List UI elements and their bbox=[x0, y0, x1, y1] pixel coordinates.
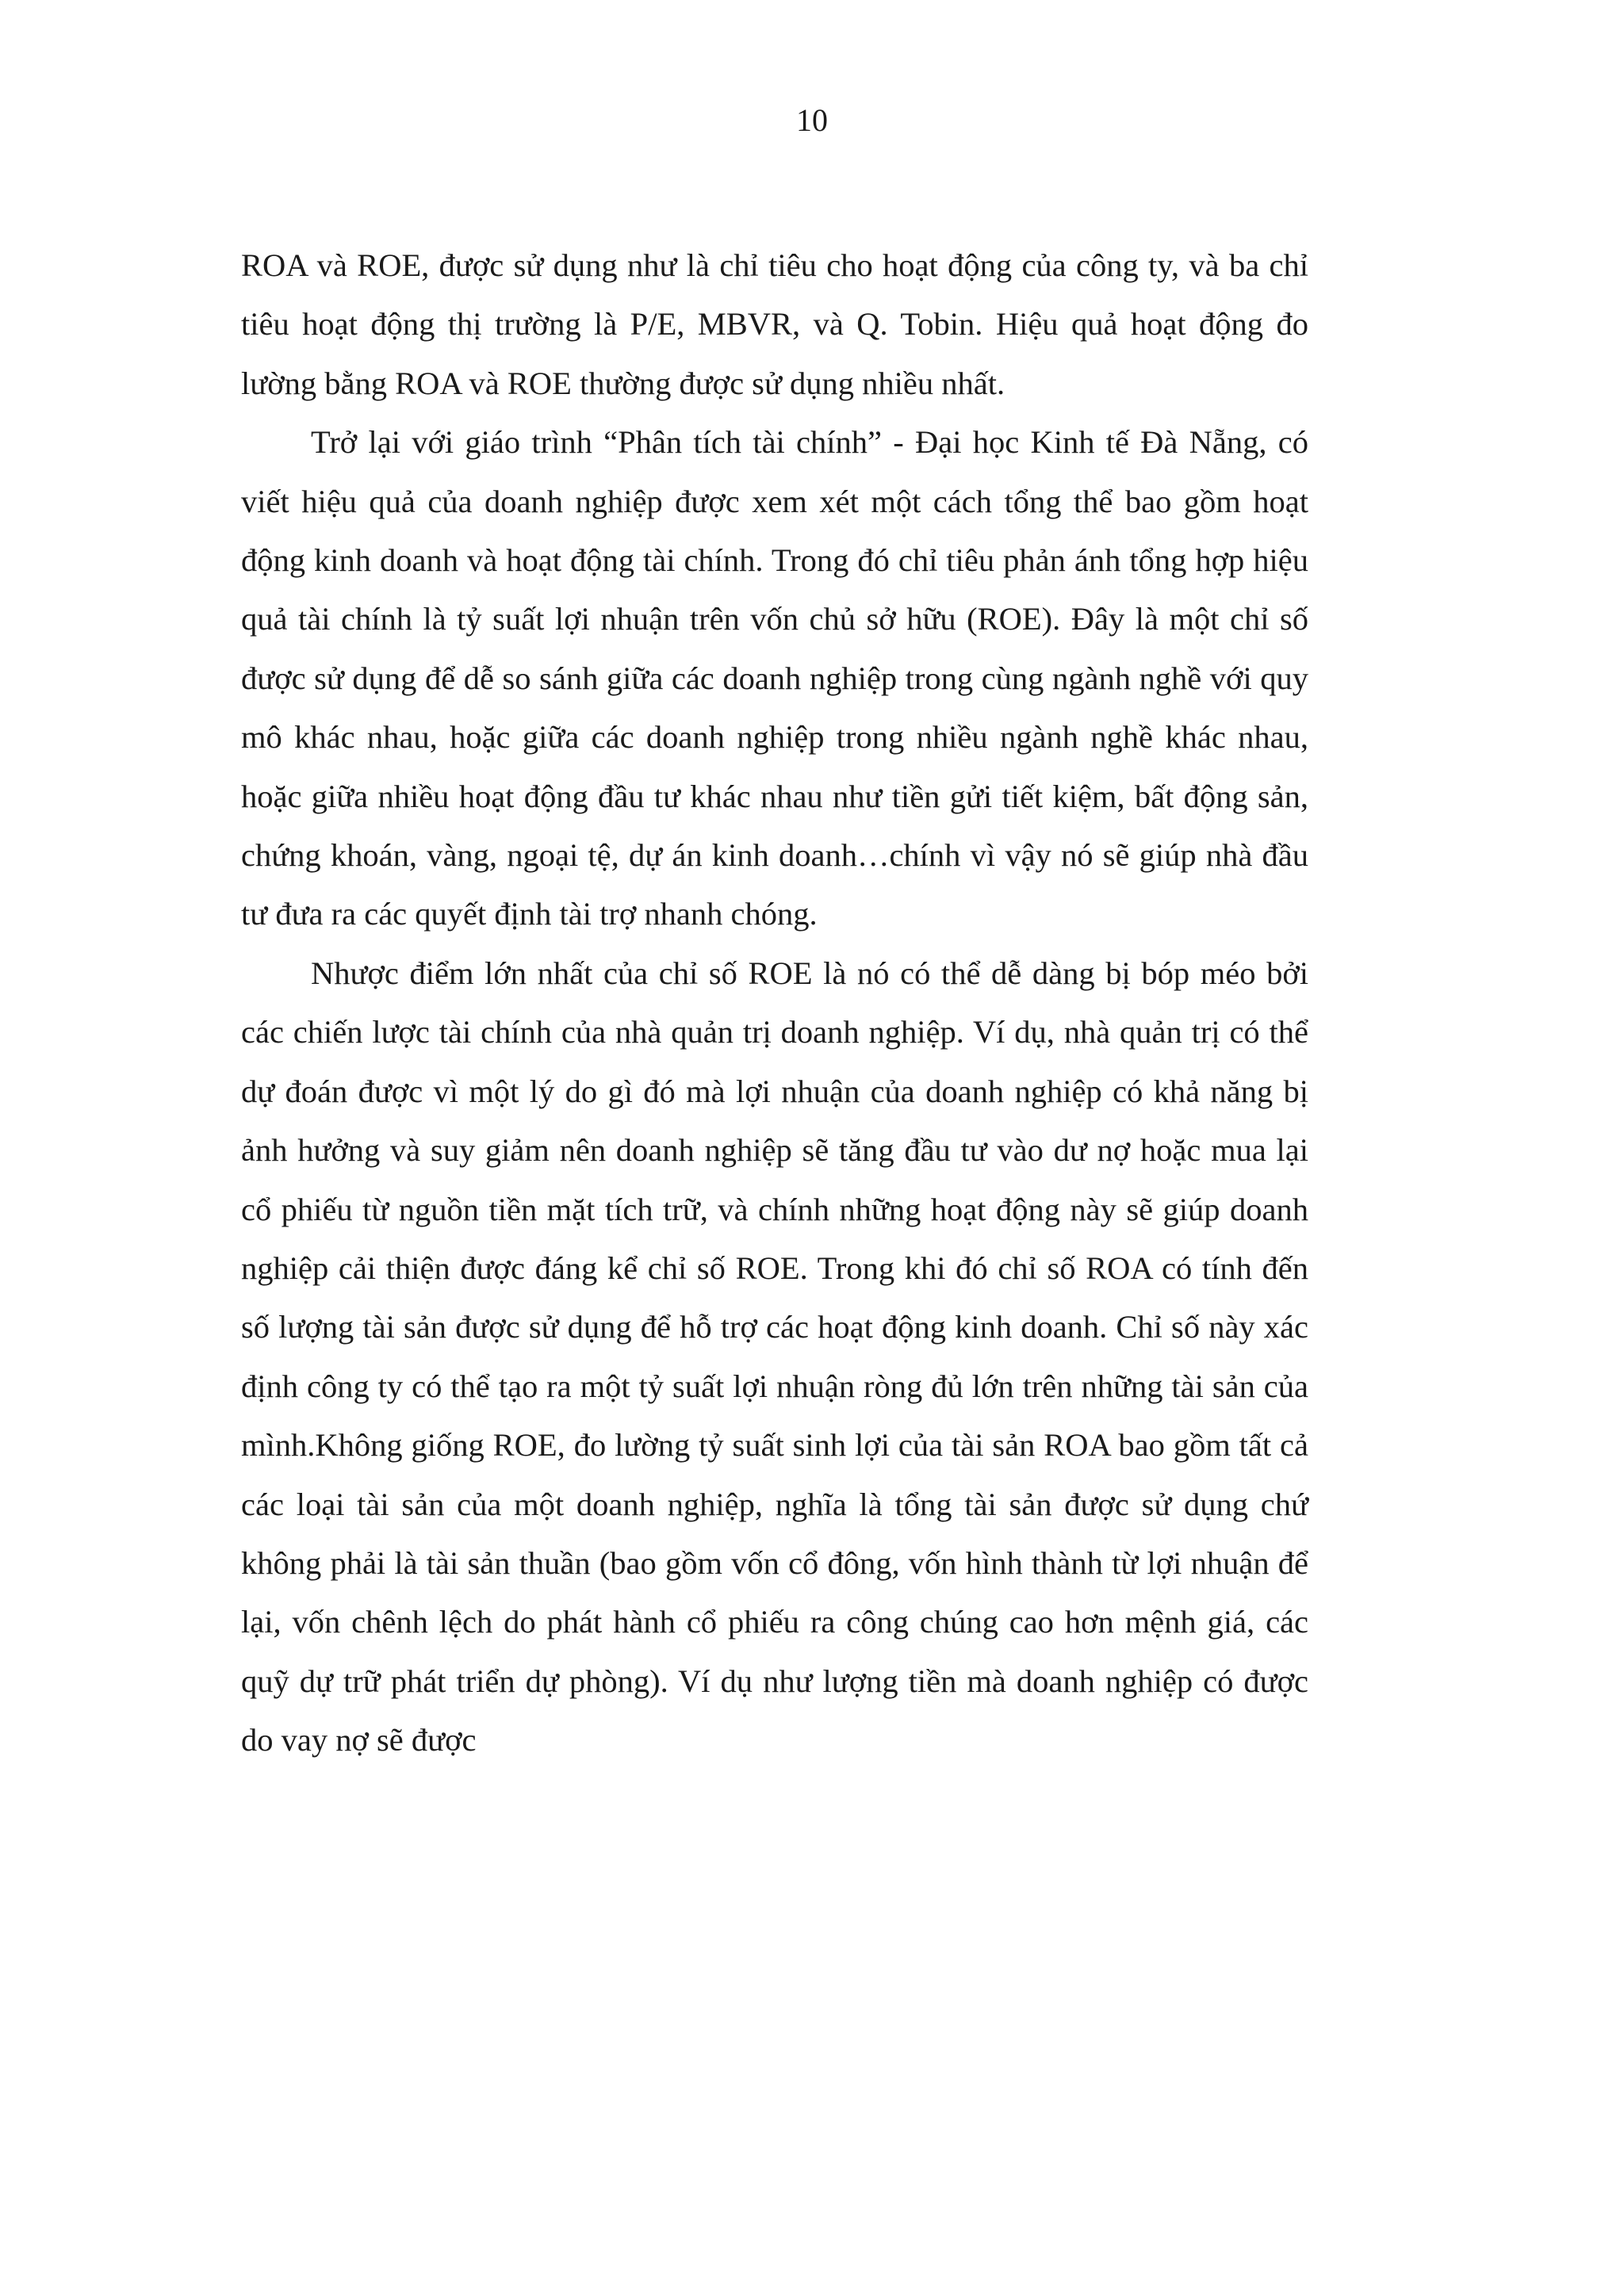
paragraph-roe-weakness: Nhược điểm lớn nhất của chỉ số ROE là nó có thể dễ dàng bị bóp méo bởi các chiến lược tài chính của nhà quản trị doanh nghiệp. Ví dụ, nhà quản trị có thể dự đoán được vì một lý do gì đó mà lợi nhuận của doanh nghiệp có khả năng bị ảnh hưởng và suy giảm nên doanh nghiệp sẽ tăng đầu tư vào dư nợ hoặc mua lại cổ phiếu từ nguồn tiền mặt tích trữ, và chính những hoạt động này sẽ giúp doanh nghiệp cải thiện được đáng kể chỉ số ROE. Trong khi đó chỉ số ROA có tính đến số lượng tài sản được sử dụng để hỗ trợ các hoạt động kinh doanh. Chỉ số này xác định công ty có thể tạo ra một tỷ suất lợi nhuận ròng đủ lớn trên những tài sản của mình.Không giống ROE, đo lường tỷ suất sinh lợi của tài sản ROA bao gồm tất cả các loại tài sản của một doanh nghiệp, nghĩa là tổng tài sản được sử dụng chứ không phải là tài sản thuần (bao gồm vốn cổ đông, vốn hình thành từ lợi nhuận để lại, vốn chênh lệch do phát hành cổ phiếu ra công chúng cao hơn mệnh giá, các quỹ dự trữ phát triển dự phòng). Ví dụ như lượng tiền mà doanh nghiệp có được do vay nợ sẽ được bbox=[241, 955, 1308, 1758]
paragraph-roe-definition: Trở lại với giáo trình “Phân tích tài chính” - Đại học Kinh tế Đà Nẵng, có viết hiệu quả của doanh nghiệp được xem xét một cách tổng thể bao gồm hoạt động kinh doanh và hoạt động tài chính. Trong đó chỉ tiêu phản ánh tổng hợp hiệu quả tài chính là tỷ suất lợi nhuận trên vốn chủ sở hữu (ROE). Đây là một chỉ số được sử dụng để dễ so sánh giữa các doanh nghiệp trong cùng ngành nghề với quy mô khác nhau, hoặc giữa các doanh nghiệp trong nhiều ngành nghề khác nhau, hoặc giữa nhiều hoạt động đầu tư khác nhau như tiền gửi tiết kiệm, bất động sản, chứng khoán, vàng, ngoại tệ, dự án kinh doanh…chính vì vậy nó sẽ giúp nhà đầu tư đưa ra các quyết định tài trợ nhanh chóng. bbox=[241, 424, 1308, 932]
page-number: 10 bbox=[796, 102, 828, 138]
document-body bbox=[241, 236, 1308, 1770]
paragraph-continuation: ROA và ROE, được sử dụng như là chỉ tiêu cho hoạt động của công ty, và ba chỉ tiêu hoạt động thị trường là P/E, MBVR, và Q. Tobin. Hiệu quả hoạt động đo lường bằng ROA và ROE thường được sử dụng nhiều nhất. bbox=[241, 247, 1308, 401]
